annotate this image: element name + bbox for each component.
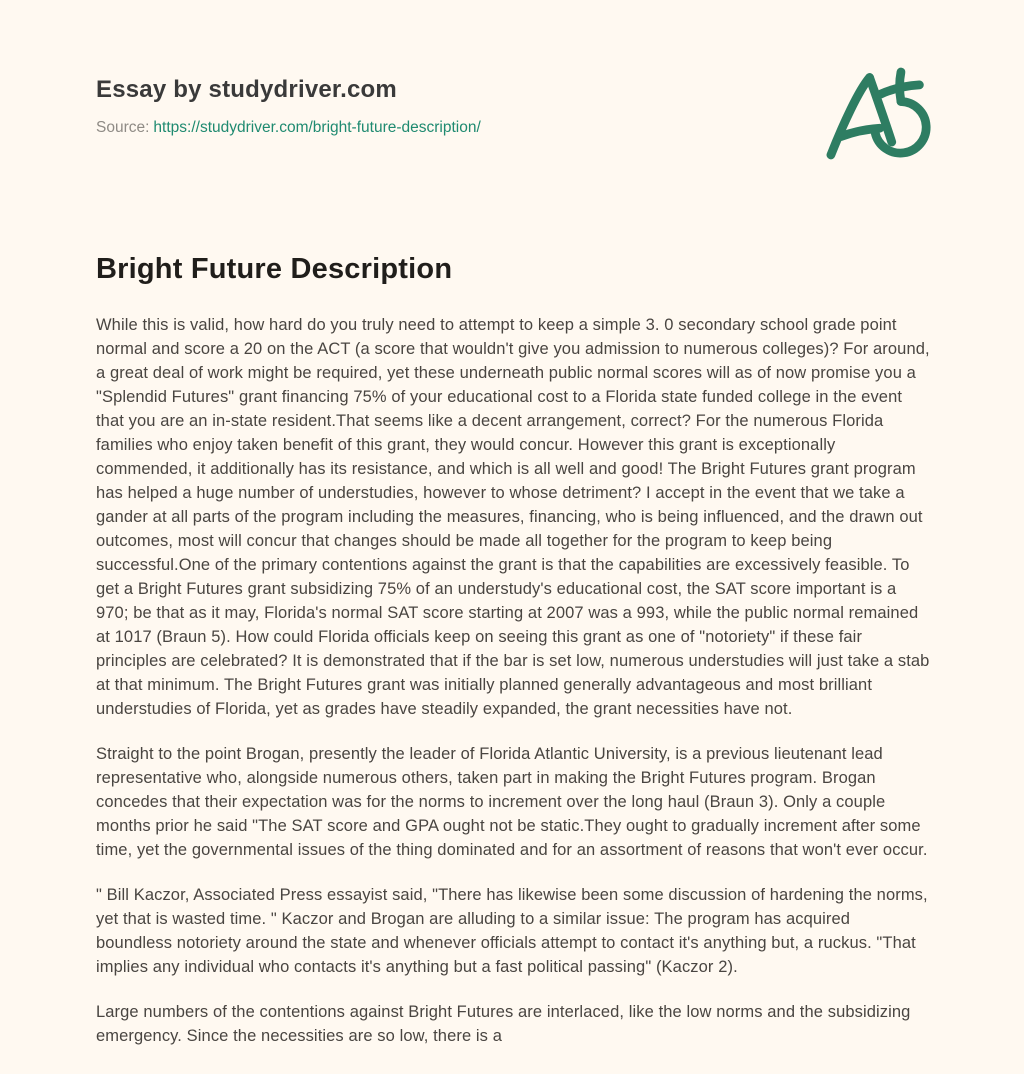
source-link[interactable]: https://studydriver.com/bright-future-description/ — [153, 119, 481, 136]
essay-title: Bright Future Description — [96, 253, 453, 285]
essay-paragraph: Straight to the point Brogan, presently the leader of Florida Atlantic University, is a previous lieutenant lead representative who, alongside numerous others, taken part in making the Bright Futures program. Brogan concedes that their expectation was for the norms to increment over the long haul (Braun 3). Only a couple months prior he said "The SAT score and GPA ought not be static.They ought to gradually increment after some time, yet the governmental issues of the thing dominated and for an assortment of reasons that won't ever occur. — [96, 745, 928, 859]
essay-body — [96, 313, 930, 1048]
source-label: Source: — [96, 119, 150, 136]
source-line — [96, 119, 928, 137]
essay-paragraph: While this is valid, how hard do you truly need to attempt to keep a simple 3. 0 secondary school grade point normal and score a 20 on the ACT (a score that wouldn't give you admission to numerous colleges)? For around, a great deal of work might be required, yet these underneath public normal scores will as of now promise you a "Splendid Futures" grant financing 75% of your educational cost to a Florida state funded college in the event that you are an in-state resident.That seems like a decent arrangement, correct? For the numerous Florida families who enjoy taken benefit of this grant, they would concur. However this grant is exceptionally commended, it additionally has its resistance, and which is all well and good! The Bright Futures grant program has helped a huge number of understudies, however to whose detriment? I accept in the event that we take a gander at all parts of the program including the measures, financing, who is being influenced, and the drawn out outcomes, most will concur that changes should be made all together for the program to keep being successful.One of the primary contentions against the grant is that the capabilities are excessively feasible. To get a Bright Futures grant subsidizing 75% of an understudy's educational cost, the SAT score important is a 970; be that as it may, Florida's normal SAT score starting at 2007 was a 993, while the public normal remained at 1017 (Braun 5). How could Florida officials keep on seeing this grant as one of "notoriety" if these fair principles are celebrated? It is demonstrated that if the bar is set low, numerous understudies will just take a stab at that minimum. The Bright Futures grant was initially planned generally advantageous and most brilliant understudies of Florida, yet as grades have steadily expanded, the grant necessities have not. — [96, 316, 930, 718]
header-title: Essay by studydriver.com — [96, 76, 397, 103]
essay-paragraph: Large numbers of the contentions against Bright Futures are interlaced, like the low norms and the subsidizing emergency. Since the necessities are so low, there is a — [96, 1003, 911, 1045]
studydriver-logo — [816, 60, 938, 166]
a-plus-handwritten-icon — [816, 60, 938, 166]
essay-paragraph: " Bill Kaczor, Associated Press essayist said, "There has likewise been some discussion of hardening the norms, yet that is wasted time. " Kaczor and Brogan are alluding to a similar issue: The program has acquired boundless notoriety around the state and whenever officials attempt to contact it's anything but, a ruckus. "That implies any individual who contacts it's anything but a fast political passing" (Kaczor 2). — [96, 886, 928, 976]
